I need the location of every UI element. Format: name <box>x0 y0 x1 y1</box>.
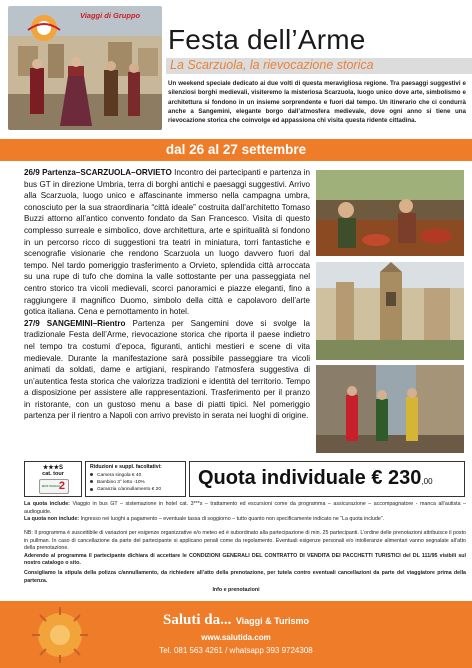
advice-text: Consigliamo la stipula della polizza c/annullamento, da richiedere all’atto della prenotazione, per tutela contro eventuali cancellazioni da parte del viaggiatore prima della partenza. <box>24 570 466 584</box>
info-label: Info e prenotazioni <box>212 587 260 593</box>
company-logo <box>22 8 142 42</box>
date-banner <box>0 139 472 161</box>
bullet-icon <box>90 473 93 476</box>
bus-badge <box>39 479 69 494</box>
insurance-advice <box>24 570 466 585</box>
footer-brand <box>0 611 472 629</box>
reductions-title: Riduzioni e suppl. facoltativi: <box>90 464 162 470</box>
reduction-text: Bambino 3° letto -10% <box>97 480 145 486</box>
reduction-item <box>90 486 181 493</box>
price-decimals: ,00 <box>421 477 433 486</box>
bullet-icon <box>90 480 93 483</box>
footer <box>0 601 472 668</box>
reduction-item <box>90 472 181 479</box>
excludes-text: Ingresso nei luoghi a pagamento – eventuale tassa di soggiorno – tutto quanto non specificamente indicato ne “La quota include”. <box>80 516 385 523</box>
price-box <box>189 461 465 497</box>
nb-text: NB: Il programma è suscettibile di variazioni per esigenze organizzative e/o meteo ed è subordinato alla partecipazione di min. 25 partecipanti. L’ordine delle prenotazioni attribuisce il posto in pullman. In caso di cancellazione da parte del partecipante si applicano penali come da regolamento. Eventuali esigenze personali e/o intolleranze alimentari vanno segnalate all’atto della prenotazione. <box>24 530 466 552</box>
bullet-icon <box>90 488 93 491</box>
date-text: dal 26 al 27 settembre <box>165 142 307 157</box>
day-2-text: Partenza per Sangemini dove si svolge la tradizionale Festa dell’Arme, rievocazione storica che riporta il paese indietro nel tempo tra costumi d’epoca, figuranti, antichi mestieri e scene di vita medievale. Durante la manifestazione sarà possibile passeggiare tra vicoli animati da soldati, dame e artigiani, respirando l’atmosfera suggestiva di un’autentica festa storica che valorizza tradizioni e identità del territorio. Tempo a disposizione per assistere alle rappresentazioni. Trasferimento per il pranzo in ristorante, con un gustoso menu a base di piatti tipici. Nel pomeriggio partenza per il rientro a Napoli con arrivo previsto in serata nei luoghi di origine. <box>24 318 310 421</box>
day-2-heading: 27/9 SANGEMINI–Rientro <box>24 318 126 328</box>
subtitle: La Scarzuola, la rievocazione storica <box>170 58 374 72</box>
day-1-heading: 26/9 Partenza–SCARZUOLA–ORVIETO <box>24 168 172 177</box>
intro-paragraph: Un weekend speciale dedicato ai due volti di questa meravigliosa regione. Tra paesaggi suggestivi e silenziosi borghi medievali, visiteremo la misteriosa Scarzuola, luogo unico dove arte, simbolismo e architettura si fondono in un insieme sorprendente e fuori dal tempo. Un itinerario che ci condurrà anche a Sangemini, elegante borgo dall’atmosfera medievale, dove ogni anno si tiene una rievocazione storica che coinvolge ed appassiona chi visita questa ridente cittadina. <box>168 80 466 125</box>
price <box>198 467 433 490</box>
reduction-text: Garanzia c/annullamento € 20 <box>97 487 161 493</box>
reduction-item <box>90 479 181 486</box>
excludes-label: La quota non include: <box>24 516 80 523</box>
logo-text: Viaggi di Gruppo <box>80 11 141 20</box>
category-label: cat. tour <box>42 471 64 477</box>
reductions-box <box>85 461 186 497</box>
adhesion-text: Aderendo al programma il partecipante dichiara di accettare le CONDIZIONI GENERALI DEL CONTRATTO DI VENDITA DEI PACCHETTI TURISTICI del DL 111/95 visibili sul nostro catalogo o sito. <box>24 552 466 567</box>
includes-text: Viaggio in bus GT – sistemazione in hotel cat. 3***s – trattamento ed escursioni come da programma – assicurazione – accompagnatore - manca all’autista – audioguide. <box>24 501 466 515</box>
hotel-category-box <box>24 461 82 497</box>
quota-details <box>24 501 466 524</box>
brand-tagline: Viaggi & Turismo <box>235 616 309 626</box>
photo-scarzuola <box>316 262 464 360</box>
terms-notes <box>24 530 466 568</box>
bus-badge-text: BUS VIAGGI <box>42 484 60 488</box>
website-link[interactable]: www.salutida.com <box>201 633 271 642</box>
hotel-stars: ★★★S <box>42 465 64 471</box>
photo-procession <box>316 365 464 453</box>
bus-badge-number: 2 <box>58 480 65 492</box>
itinerary-day-2 <box>24 318 310 422</box>
phone-numbers: Tel. 081 563 4261 / whatsapp 393 9724308 <box>159 646 313 655</box>
includes-label: La quota include: <box>24 501 70 507</box>
page-title: Festa dell’Arme <box>168 24 366 55</box>
itinerary-day-1 <box>24 167 310 318</box>
photo-medieval-feast <box>316 170 464 256</box>
brand-name: Saluti da... <box>163 612 232 628</box>
price-label: Quota individuale € 230 <box>198 467 422 489</box>
subtitle-bar <box>166 58 472 74</box>
day-1-text: Incontro dei partecipanti e partenza in bus GT in direzione Umbria, terra di borghi antichi e paesaggi suggestivi. Arrivo alla Scarzuola, luogo unico e affascinante immerso nella campagna umbra, conosciuto per la sua straordinaria “città ideale” costruita dall’architetto Tomaso Buzzi attorno all’antico convento fondato da San Francesco. Visita di questo complesso surreale e simbolico, dove architettura, arte e spiritualità si fondono in un percorso ricco di suggestioni tra teatri in miniatura, torri fantastiche e scenografie visionarie che rendono Scarzuola un luogo davvero fuori dal tempo. Nel tardo pomeriggio trasferimento a Orvieto, splendida città arroccata su una rupe di tufo che domina la valle sottostante per una passeggiata nel centro storico tra vicoli medievali, scorci panoramici e piazze eleganti, fino a raggiungere il magnifico Duomo, simbolo della città e capolavoro dell’arte gotica italiana. Cena e pernottamento in hotel. <box>24 168 311 317</box>
itinerary <box>24 167 310 422</box>
reduction-text: Camera singola € 40 <box>97 473 142 478</box>
